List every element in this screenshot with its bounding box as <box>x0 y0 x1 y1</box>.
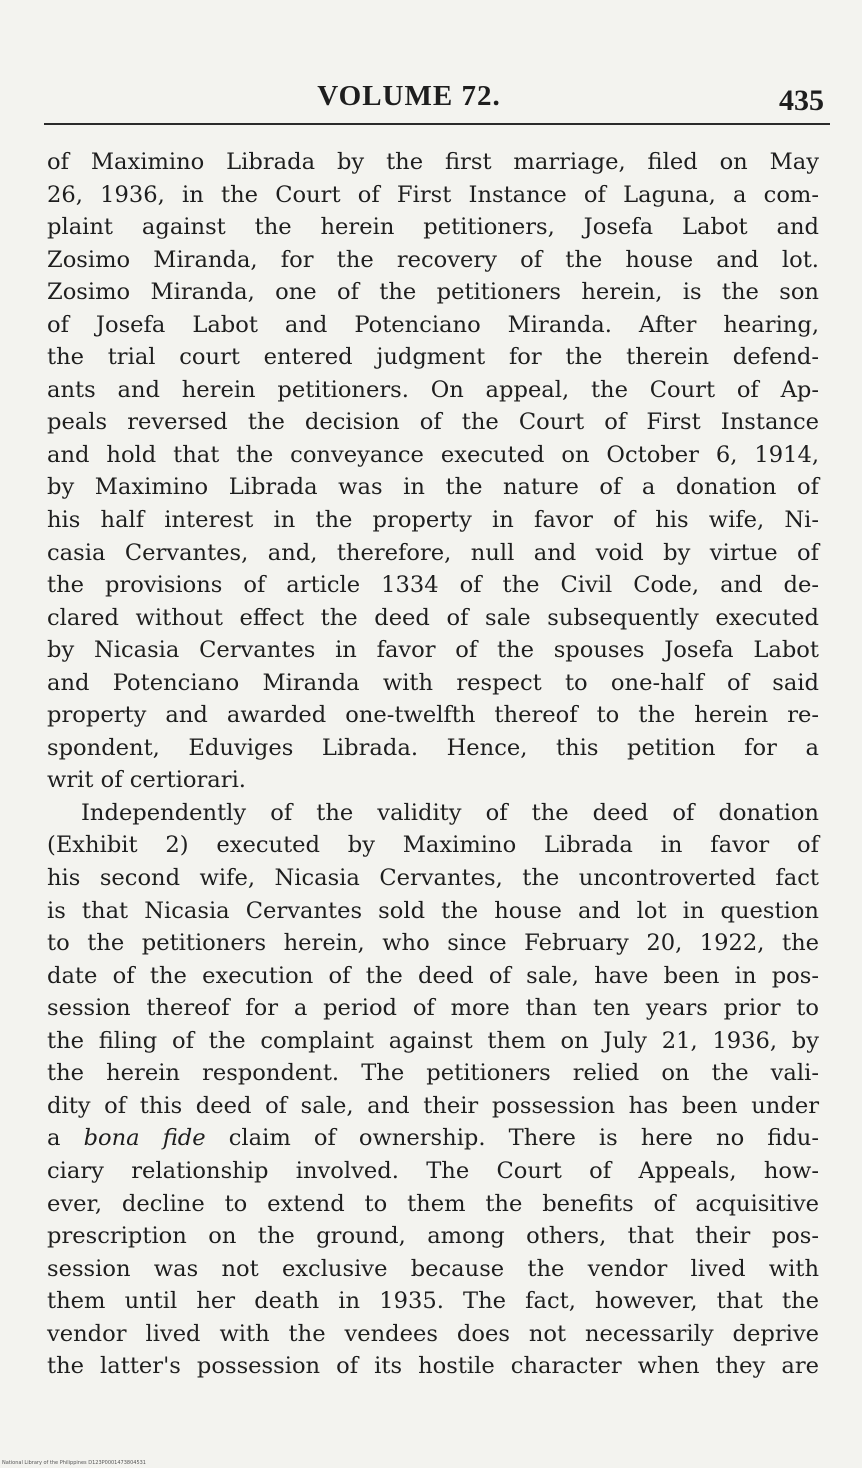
text-line: 26, 1936, in the Court of First Instance of Laguna, a com- <box>47 181 819 208</box>
text-line: Zosimo Miranda, one of the petitioners herein, is the son <box>47 279 819 306</box>
text-line: of Maximino Librada by the first marriage, filed on May <box>47 149 819 175</box>
text-line: is that Nicasia Cervantes sold the house and lot in question <box>47 897 819 924</box>
text-line <box>47 797 819 830</box>
text-line: the provisions of article 1334 of the Civil Code, and de- <box>47 572 819 599</box>
text-line: ever, decline to extend to them the benefits of acquisitive <box>47 1190 819 1217</box>
text-line: clared without effect the deed of sale subsequently executed <box>47 604 819 631</box>
text-line: session was not exclusive because the vendor lived with <box>47 1255 819 1282</box>
text-line: casia Cervantes, and, therefore, null and void by virtue of <box>47 539 819 566</box>
text-line: and hold that the conveyance executed on October 6, 1914, <box>47 441 819 468</box>
text-line: session thereof for a period of more than ten years prior to <box>47 995 819 1022</box>
text-line: by Nicasia Cervantes in favor of the spouses Josefa Labot <box>47 637 819 664</box>
text-line: vendor lived with the vendees does not necessarily deprive <box>47 1320 819 1347</box>
text-line: his second wife, Nicasia Cervantes, the uncontroverted fact <box>47 865 819 892</box>
text-line: prescription on the ground, among others, that their pos- <box>47 1223 819 1250</box>
text-line: the filing of the complaint against them on July 21, 1936, by <box>47 1027 819 1054</box>
text-line: of Josefa Labot and Potenciano Miranda. After hearing, <box>47 311 819 338</box>
text-line: property and awarded one-twelfth thereof to the herein re- <box>47 702 819 729</box>
text-fragment: claim of ownership. There is here no fidu- <box>205 1125 819 1152</box>
text-line: (Exhibit 2) executed by Maximino Librada in favor of <box>47 832 819 859</box>
text-line: spondent, Eduviges Librada. Hence, this petition for a <box>47 734 819 761</box>
text-line: and Potenciano Miranda with respect to one-half of said <box>47 669 819 696</box>
page-header <box>44 76 830 126</box>
italic-phrase: bona fide <box>83 1125 206 1152</box>
paragraph-2 <box>47 797 819 1383</box>
text-line: Zosimo Miranda, for the recovery of the house and lot. <box>47 246 819 273</box>
text-line-content: Independently of the validity of the deed of donation <box>81 799 819 826</box>
text-line: dity of this deed of sale, and their possession has been under <box>47 1092 819 1119</box>
text-line: the herein respondent. The petitioners relied on the vali- <box>47 1060 819 1087</box>
library-stamp: National Library of the Philippines D123P0001473804531 <box>2 1460 146 1466</box>
running-head: VOLUME 72. <box>317 80 501 112</box>
text-line: by Maximino Librada was in the nature of a donation of <box>47 474 819 501</box>
text-line <box>47 1122 819 1155</box>
header-rule <box>44 123 830 125</box>
text-line: to the petitioners herein, who since February 20, 1922, the <box>47 930 819 957</box>
text-line: the trial court entered judgment for the therein defend- <box>47 344 819 371</box>
text-line: writ of certiorari. <box>47 767 246 794</box>
body-text <box>47 146 819 1383</box>
text-fragment: a <box>47 1125 84 1152</box>
paragraph-1 <box>47 146 819 797</box>
text-line: plaint against the herein petitioners, Josefa Labot and <box>47 214 819 241</box>
text-line: the latter's possession of its hostile character when they are <box>47 1353 819 1380</box>
text-line: his half interest in the property in favor of his wife, Ni- <box>47 507 819 534</box>
page-number: 435 <box>779 84 824 117</box>
text-line: ants and herein petitioners. On appeal, the Court of Ap- <box>47 376 819 403</box>
text-line: ciary relationship involved. The Court of Appeals, how- <box>47 1157 819 1184</box>
text-line: date of the execution of the deed of sale, have been in pos- <box>47 962 819 989</box>
text-line: them until her death in 1935. The fact, however, that the <box>47 1288 819 1315</box>
text-line: peals reversed the decision of the Court of First Instance <box>47 409 819 436</box>
